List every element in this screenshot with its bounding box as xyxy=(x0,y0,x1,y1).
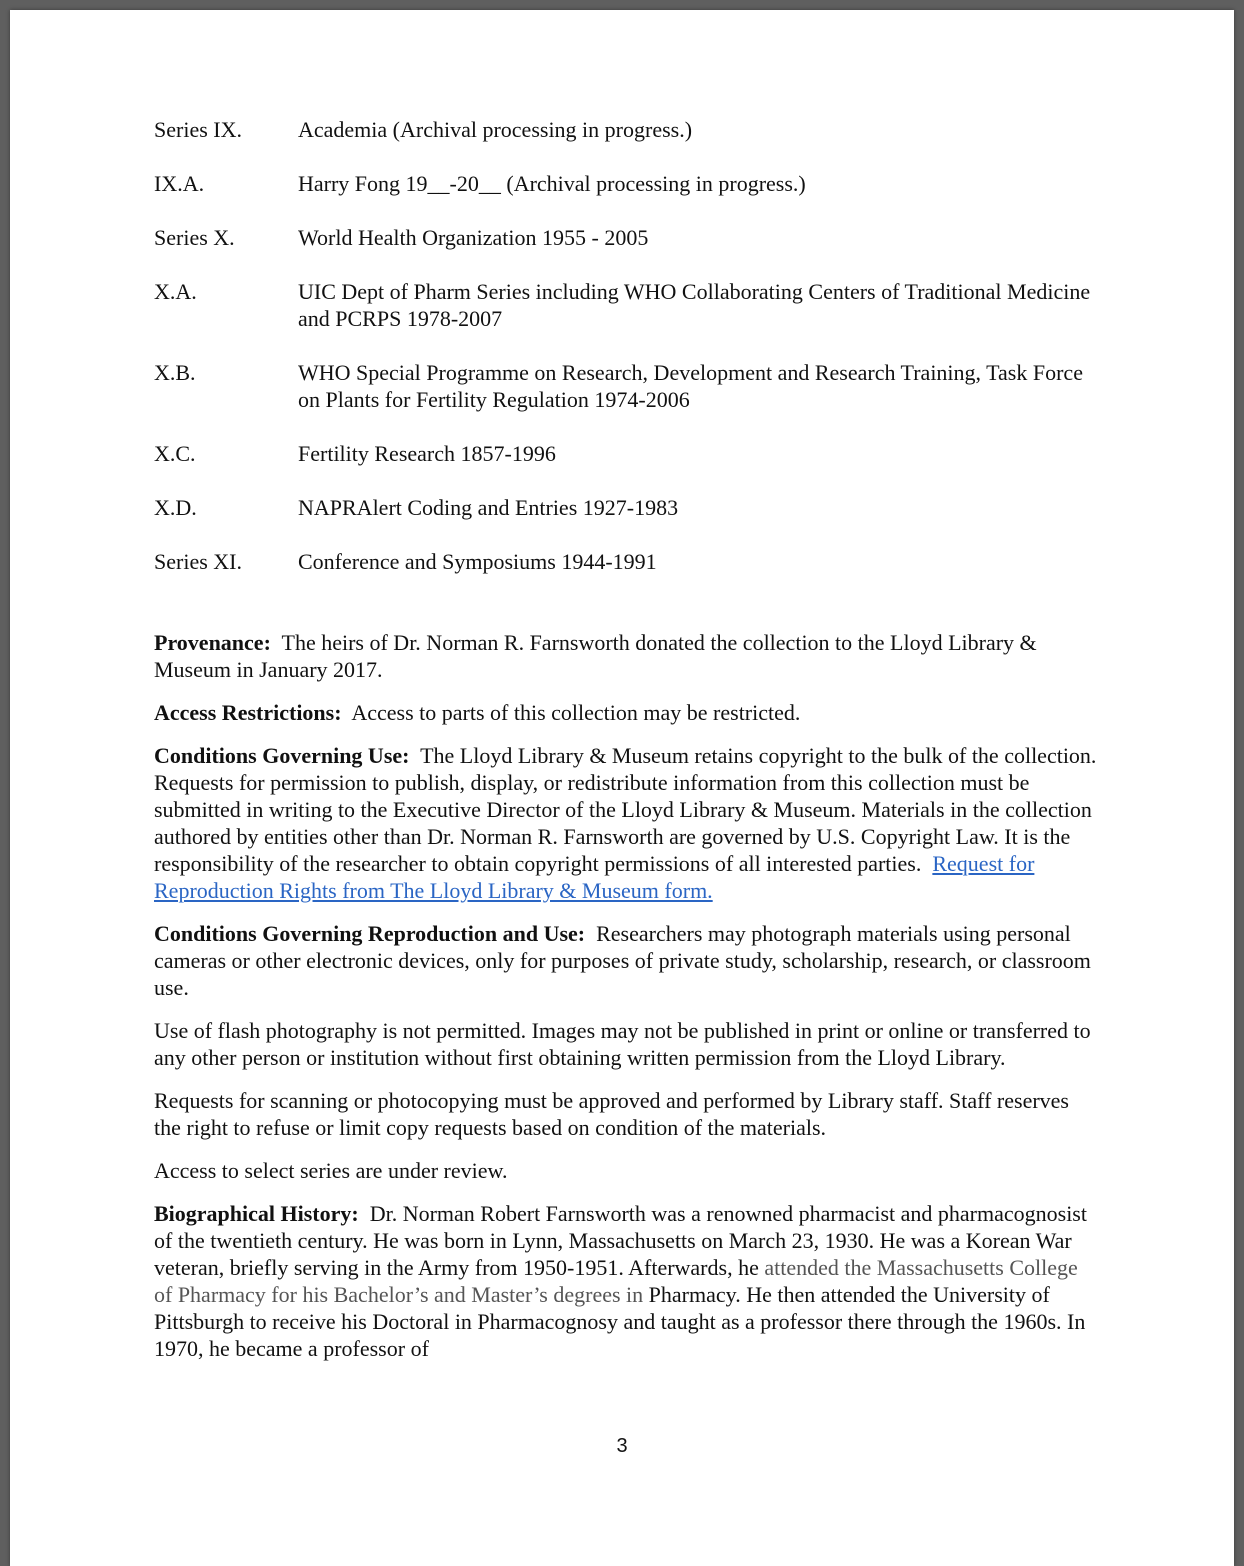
conditions-reproduction-paragraph xyxy=(154,920,1100,1001)
conditions-reproduction-label: Conditions Governing Reproduction and Use: xyxy=(154,921,586,946)
series-row xyxy=(154,440,1100,467)
series-number: Series X. xyxy=(154,225,235,250)
biographical-history-label: Biographical History: xyxy=(154,1201,359,1226)
series-row xyxy=(154,359,1100,413)
series-title: NAPRAlert Coding and Entries 1927-1983 xyxy=(298,495,679,520)
access-restrictions-paragraph xyxy=(154,699,1100,726)
series-title: World Health Organization 1955 - 2005 xyxy=(298,225,649,250)
series-title: UIC Dept of Pharm Series including WHO Collaborating Centers of Traditional Medicine and PCRPS 1978-2007 xyxy=(298,279,1091,331)
conditions-use-text: The Lloyd Library & Museum retains copyright to the bulk of the collection. Requests for permission to publish, display, or redistribute information from this collection must be submitted in writing to the Executive Director of the Lloyd Library & Museum. Materials in the collection authored by entities other than Dr. Norman R. Farnsworth are governed by U.S. Copyright Law. It is the responsibility of the researcher to obtain copyright permissions of all interested parties. xyxy=(154,743,1097,876)
series-title: WHO Special Programme on Research, Development and Research Training, Task Force on Plants for Fertility Regulation 1974-2006 xyxy=(298,360,1083,412)
access-restrictions-label: Access Restrictions: xyxy=(154,700,342,725)
page-content xyxy=(154,116,1100,1378)
series-row xyxy=(154,278,1100,332)
series-title: Harry Fong 19__-20__ (Archival processing in progress.) xyxy=(298,171,806,196)
access-restrictions-text: Access to parts of this collection may be restricted. xyxy=(351,700,801,725)
series-title: Academia (Archival processing in progress.) xyxy=(298,117,693,142)
reproduction-rights-link[interactable]: Request for Reproduction Rights from The Lloyd Library & Museum form. xyxy=(154,851,1035,903)
page-number: 3 xyxy=(616,1435,628,1457)
series-number: X.B. xyxy=(154,360,196,385)
provenance-text: The heirs of Dr. Norman R. Farnsworth donated the collection to the Lloyd Library & Museum in January 2017. xyxy=(154,630,1037,682)
review-paragraph: Access to select series are under review. xyxy=(154,1158,508,1183)
bio-text-gray: attended the Massachusetts College of Pharmacy for his Bachelor’s and Master’s degrees in xyxy=(154,1255,1078,1307)
series-title: Fertility Research 1857-1996 xyxy=(298,441,556,466)
series-list xyxy=(154,116,1100,575)
bio-text: Dr. Norman Robert Farnsworth was a renowned pharmacist and pharmacognosist of the twentieth century. He was born in Lynn, Massachusetts on March 23, 1930. He was a Korean War veteran, briefly serving in the Army from 1950-1951. Afterwards, he xyxy=(154,1201,1087,1280)
series-number: X.A. xyxy=(154,279,197,304)
flash-photography-paragraph: Use of flash photography is not permitted. Images may not be published in print or online or transferred to any other person or institution without first obtaining written permission from the Lloyd Library. xyxy=(154,1018,1091,1070)
scanning-paragraph: Requests for scanning or photocopying must be approved and performed by Library staff. Staff reserves the right to refuse or limit copy requests based on condition of the materials. xyxy=(154,1088,1069,1140)
conditions-use-label: Conditions Governing Use: xyxy=(154,743,410,768)
biographical-history-paragraph xyxy=(154,1200,1100,1362)
series-number: IX.A. xyxy=(154,171,205,196)
provenance-label: Provenance: xyxy=(154,630,271,655)
series-row xyxy=(154,494,1100,521)
series-row xyxy=(154,170,1100,197)
series-number: Series XI. xyxy=(154,549,242,574)
series-title: Conference and Symposiums 1944-1991 xyxy=(298,549,657,574)
series-row xyxy=(154,548,1100,575)
provenance-paragraph xyxy=(154,629,1100,683)
series-number: X.D. xyxy=(154,495,197,520)
conditions-use-paragraph xyxy=(154,742,1100,904)
bio-text: Pharmacy. He then attended the University of Pittsburgh to receive his Doctoral in Pharmacognosy and taught as a professor there through the 1960s. In 1970, he became a professor of xyxy=(154,1282,1086,1361)
series-number: X.C. xyxy=(154,441,196,466)
series-row xyxy=(154,224,1100,251)
document-page xyxy=(10,10,1234,1566)
series-row xyxy=(154,116,1100,143)
series-number: Series IX. xyxy=(154,117,242,142)
conditions-reproduction-text: Researchers may photograph materials using personal cameras or other electronic devices, only for purposes of private study, scholarship, research, or classroom use. xyxy=(154,921,1091,1000)
